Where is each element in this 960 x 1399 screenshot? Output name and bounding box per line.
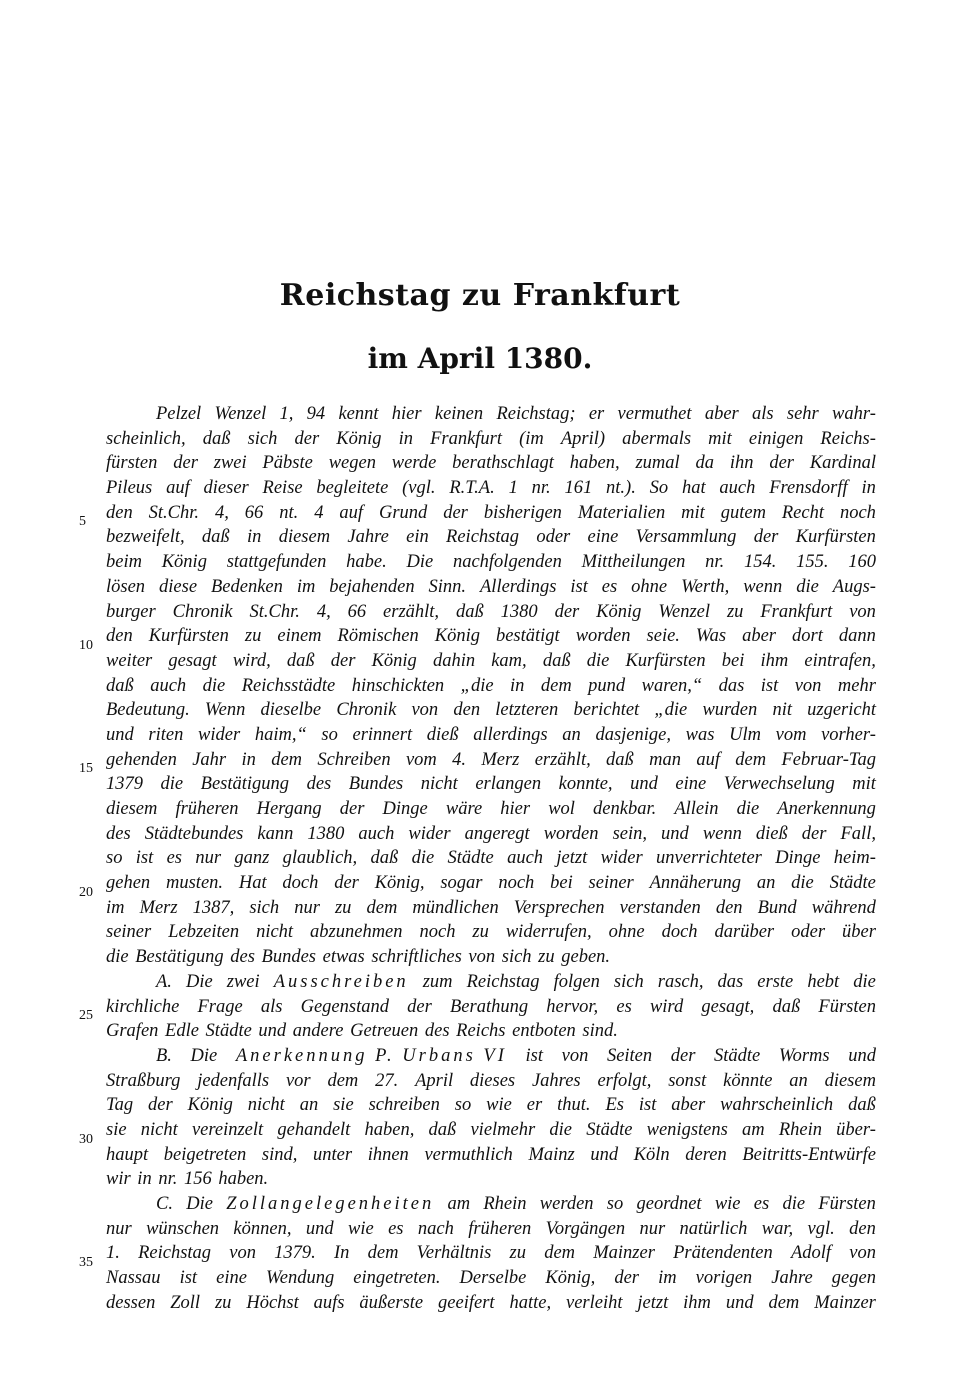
text-line: daß auch die Reichsstädte hinschickten „die in dem pund waren,“ das ist von mehr — [106, 675, 876, 696]
text-line: Straßburg jedenfalls vor dem 27. April dieses Jahres erfolgt, sonst könnte an diesem — [106, 1070, 876, 1091]
spaced-emphasis: Anerkennung P. Urbans VI — [235, 1045, 507, 1066]
line-number-30: 30 — [79, 1132, 93, 1147]
page-subtitle: im April 1380. — [367, 342, 593, 375]
text-line: A. Die zwei Ausschreiben zum Reichstag folgen sich rasch, das erste hebt die — [106, 970, 876, 995]
text-line: gehenden Jahr in dem Schreiben vom 4. Merz erzählt, daß man auf dem Februar-Tag — [106, 749, 876, 770]
text-line: so ist es nur ganz glaublich, daß die Städte auch jetzt wider unverrichteter Dinge heim- — [106, 848, 876, 869]
text-line: seiner Lebzeiten nicht abzunehmen noch zu widerrufen, ohne doch darüber oder über — [106, 922, 876, 943]
text-line: nur wünschen können, und wie es nach früheren Vorgängen nur natürlich war, vgl. den — [106, 1218, 876, 1239]
body-text — [106, 402, 876, 1315]
text-line: Bedeutung. Wenn dieselbe Chronik von den letzteren berichtet „die wurden nit uzgericht — [106, 700, 876, 721]
text-line: Pelzel Wenzel 1, 94 kennt hier keinen Reichstag; er vermuthet aber als sehr wahr- — [156, 404, 876, 424]
text-line: Tag der König nicht an sie schreiben so wie er thut. Es ist aber wahrscheinlich daß — [106, 1095, 876, 1116]
text-line: Nassau ist eine Wendung eingetreten. Derselbe König, der im vorigen Jahre gegen — [106, 1268, 876, 1289]
line-number-35: 35 — [79, 1255, 93, 1270]
text-line: B. Die Anerkennung P. Urbans VI ist von Seiten der Städte Worms und — [106, 1044, 876, 1069]
text-line: scheinlich, daß sich der König in Frankfurt (im April) abermals mit einigen Reichs- — [106, 428, 876, 449]
text-line: die Bestätigung des Bundes etwas schriftliches von sich zu geben. — [106, 947, 611, 968]
text-line: weiter gesagt wird, daß der König dahin kam, daß die Kurfürsten bei ihm eintrafen, — [106, 650, 876, 671]
text-line: Pileus auf dieser Reise begleitete (vgl. R.T.A. 1 nr. 161 nt.). So hat auch Frensdorff in — [106, 478, 876, 499]
text-line: 1. Reichstag von 1379. In dem Verhältnis zu dem Mainzer Prätendenten Adolf von — [106, 1243, 876, 1264]
text-line: gehen musten. Hat doch der König, sogar noch bei seiner Annäherung an die Städte — [106, 873, 876, 894]
text-line: 1379 die Bestätigung des Bundes nicht erlangen konnte, und eine Verwechselung mit — [106, 774, 876, 795]
text-line: beim König stattgefunden habe. Die nachfolgenden Mittheilungen nr. 154. 155. 160 — [106, 552, 876, 573]
line-number-20: 20 — [79, 885, 93, 900]
text-line: diesem früheren Hergang der Dinge wäre hier wol denkbar. Allein die Anerkennung — [106, 799, 876, 819]
text-line: kirchliche Frage als Gegenstand der Berathung hervor, es wird gesagt, daß Fürsten — [106, 996, 876, 1017]
text-line: bezweifelt, daß in diesem Jahre ein Reichstag oder eine Versammlung der Kurfürsten — [106, 527, 876, 548]
line-number-25: 25 — [79, 1008, 93, 1023]
text-line: Grafen Edle Städte und andere Getreuen des Reichs entboten sind. — [106, 1021, 618, 1042]
line-number-5: 5 — [79, 514, 86, 529]
line-number-10: 10 — [79, 638, 93, 653]
spaced-emphasis: Zollangelegenheiten — [226, 1194, 435, 1214]
page-title: Reichstag zu Frankfurt — [279, 278, 681, 313]
text-line: des Städtebundes kann 1380 auch wider angeregt worden sein, und wenn dieß der Fall, — [106, 823, 876, 844]
text-line: fürsten der zwei Päbste wegen werde berathschlagt haben, zumal da ihn der Kardinal — [106, 453, 876, 474]
spaced-emphasis: Ausschreiben — [273, 971, 409, 992]
text-line: C. Die Zollangelegenheiten am Rhein werden so geordnet wie es die Fürsten — [106, 1192, 876, 1217]
text-line: burger Chronik St.Chr. 4, 66 erzählt, daß 1380 der König Wenzel zu Frankfurt von — [106, 601, 876, 622]
text-line: sie nicht vereinzelt gehandelt haben, daß vielmehr die Städte wenigstens am Rhein über- — [106, 1119, 876, 1140]
text-line: wir in nr. 156 haben. — [106, 1169, 269, 1190]
text-line: den Kurfürsten zu einem Römischen König bestätigt worden seie. Was aber dort dann — [106, 626, 876, 647]
text-line: haupt beigetreten sind, unter ihnen vermuthlich Mainz und Köln deren Beitritts-Entwürfe — [106, 1144, 876, 1165]
text-line: den St.Chr. 4, 66 nt. 4 auf Grund der bisherigen Materialien mit gutem Recht noch — [106, 502, 876, 523]
text-line: und riten wider haim,“ so erinnert dieß allerdings an dasjenige, was Ulm vom vorher- — [106, 724, 876, 745]
line-number-15: 15 — [79, 761, 93, 776]
text-line: im Merz 1387, sich nur zu dem mündlichen Versprechen verstanden den Bund während — [106, 897, 876, 918]
text-line: lösen diese Bedenken im bejahenden Sinn. Allerdings ist es ohne Werth, wenn die Augs- — [106, 576, 876, 597]
text-line: dessen Zoll zu Höchst aufs äußerste geeifert hatte, verleiht jetzt ihm und dem Mainzer — [106, 1292, 876, 1313]
